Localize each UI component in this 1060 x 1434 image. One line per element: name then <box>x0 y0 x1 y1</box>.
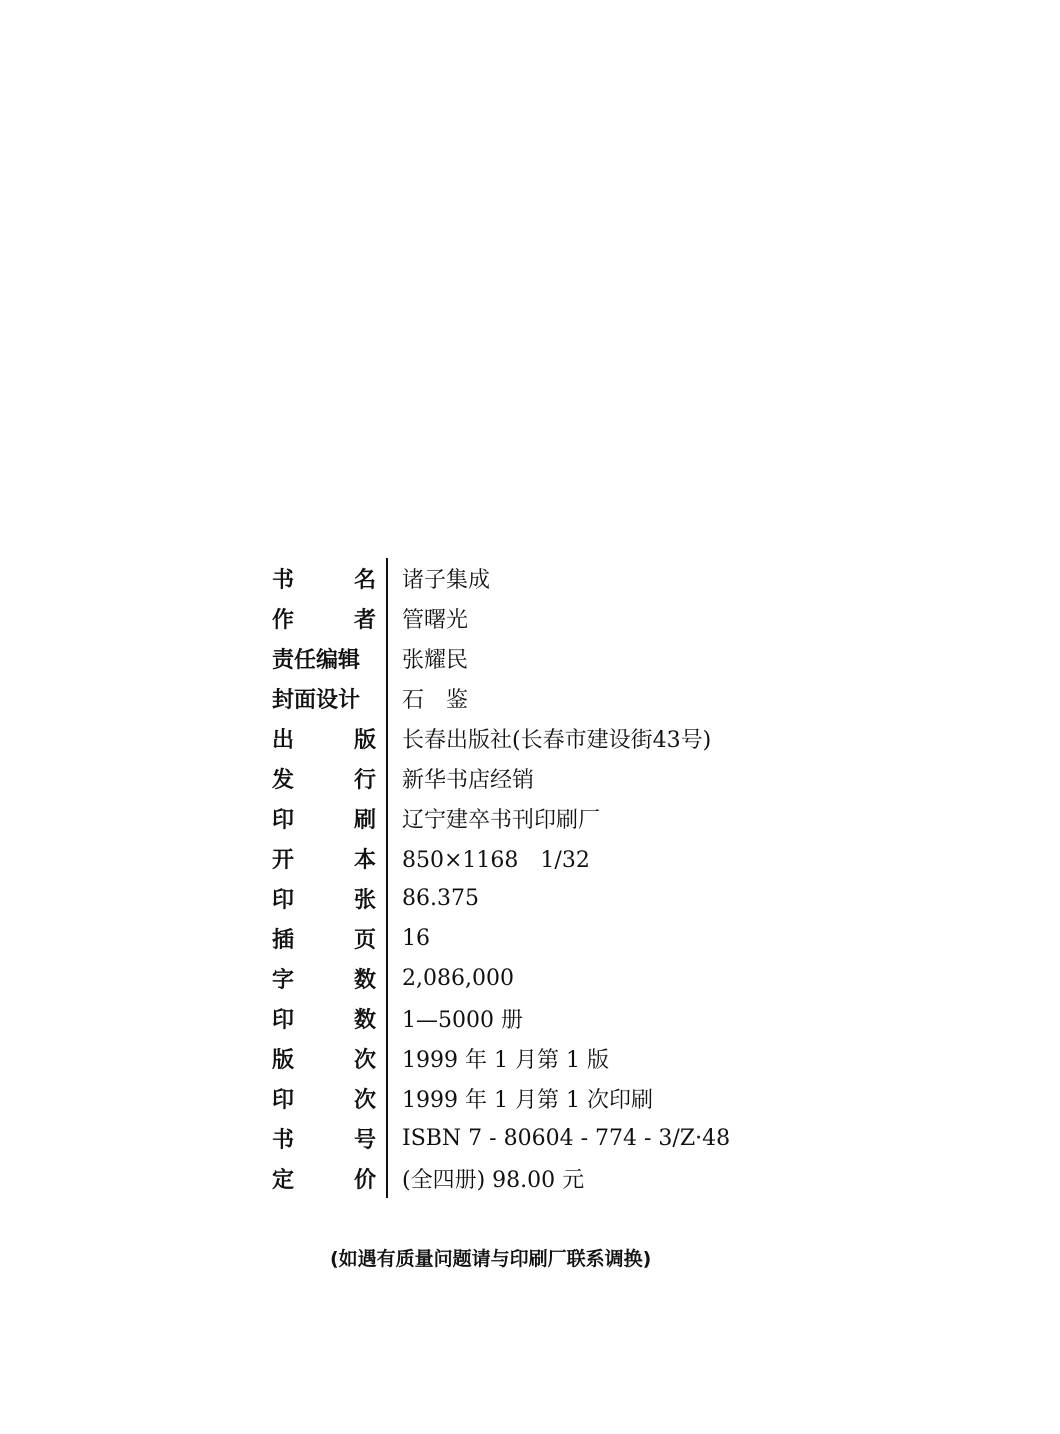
value-book-title: 诸子集成 <box>402 567 491 593</box>
label-char: 插 <box>272 927 295 953</box>
row-isbn <box>272 1118 832 1158</box>
label-char: 印 <box>272 1087 295 1113</box>
label-char: 作 <box>272 607 295 633</box>
label-inserts <box>272 923 386 954</box>
value-isbn: ISBN 7 - 80604 - 774 - 3/Z·48 <box>402 1125 731 1151</box>
label-char: 字 <box>272 967 295 993</box>
label-char: 开 <box>272 847 295 873</box>
label-price <box>272 1163 386 1194</box>
row-word-count <box>272 958 832 998</box>
divider-line <box>386 838 388 878</box>
label-char: 印 <box>272 1007 295 1033</box>
label-char: 书 <box>272 1127 295 1153</box>
label-char: 定 <box>272 1167 295 1193</box>
row-inserts <box>272 918 832 958</box>
row-print-run <box>272 998 832 1038</box>
label-word-count <box>272 963 386 994</box>
value-sheets: 86.375 <box>402 885 479 911</box>
value-printing: 1999 年 1 月第 1 次印刷 <box>402 1087 653 1113</box>
value-author: 管曙光 <box>402 607 469 633</box>
value-format: 850×1168 1/32 <box>402 847 590 873</box>
row-editor <box>272 638 832 678</box>
divider-line <box>386 1118 388 1158</box>
label-text: 封面设计 <box>272 687 361 713</box>
row-publisher <box>272 718 832 758</box>
divider-line <box>386 1158 388 1198</box>
value-publisher: 长春出版社(长春市建设街43号) <box>402 727 712 753</box>
label-char: 印 <box>272 887 295 913</box>
colophon-table <box>272 558 832 1198</box>
label-edition <box>272 1043 386 1074</box>
divider-line <box>386 678 388 718</box>
label-sheets <box>272 883 386 914</box>
row-price <box>272 1158 832 1198</box>
value-inserts: 16 <box>402 925 430 951</box>
row-format <box>272 838 832 878</box>
label-char: 版 <box>272 1047 295 1073</box>
quality-notice: (如遇有质量问题请与印刷厂联系调换) <box>330 1248 652 1270</box>
row-edition <box>272 1038 832 1078</box>
label-char: 名 <box>353 567 376 593</box>
divider-line <box>386 718 388 758</box>
label-char: 次 <box>353 1047 376 1073</box>
label-char: 者 <box>353 607 376 633</box>
label-char: 书 <box>272 567 295 593</box>
label-author <box>272 603 386 634</box>
label-char: 出 <box>272 727 295 753</box>
label-char: 页 <box>353 927 376 953</box>
row-sheets <box>272 878 832 918</box>
label-char: 本 <box>353 847 376 873</box>
row-printing <box>272 1078 832 1118</box>
label-cover-design <box>272 683 386 714</box>
row-book-title <box>272 558 832 598</box>
label-printer <box>272 803 386 834</box>
divider-line <box>386 1078 388 1118</box>
label-char: 张 <box>353 887 376 913</box>
label-char: 价 <box>353 1167 376 1193</box>
value-cover-design: 石 鉴 <box>402 687 469 713</box>
divider-line <box>386 1038 388 1078</box>
label-book-title <box>272 563 386 594</box>
divider-line <box>386 558 388 598</box>
label-format <box>272 843 386 874</box>
divider-line <box>386 998 388 1038</box>
label-char: 刷 <box>353 807 376 833</box>
value-word-count: 2,086,000 <box>402 965 514 991</box>
label-char: 行 <box>353 767 376 793</box>
divider-line <box>386 878 388 918</box>
label-isbn <box>272 1123 386 1154</box>
label-char: 数 <box>353 1007 376 1033</box>
label-char: 发 <box>272 767 295 793</box>
row-printer <box>272 798 832 838</box>
label-char: 号 <box>353 1127 376 1153</box>
label-text: 责任编辑 <box>272 647 361 673</box>
row-cover-design <box>272 678 832 718</box>
row-distribution <box>272 758 832 798</box>
label-printing <box>272 1083 386 1114</box>
divider-line <box>386 638 388 678</box>
label-editor <box>272 643 386 674</box>
label-char: 次 <box>353 1087 376 1113</box>
divider-line <box>386 758 388 798</box>
divider-line <box>386 918 388 958</box>
value-price: (全四册) 98.00 元 <box>402 1167 585 1193</box>
value-edition: 1999 年 1 月第 1 版 <box>402 1047 609 1073</box>
row-author <box>272 598 832 638</box>
divider-line <box>386 798 388 838</box>
value-editor: 张耀民 <box>402 647 469 673</box>
label-print-run <box>272 1003 386 1034</box>
value-distribution: 新华书店经销 <box>402 767 535 793</box>
value-print-run: 1—5000 册 <box>402 1007 523 1033</box>
label-distribution <box>272 763 386 794</box>
divider-line <box>386 598 388 638</box>
label-char: 数 <box>353 967 376 993</box>
divider-line <box>386 958 388 998</box>
label-publisher <box>272 723 386 754</box>
value-printer: 辽宁建卒书刊印刷厂 <box>402 807 601 833</box>
label-char: 印 <box>272 807 295 833</box>
label-char: 版 <box>353 727 376 753</box>
